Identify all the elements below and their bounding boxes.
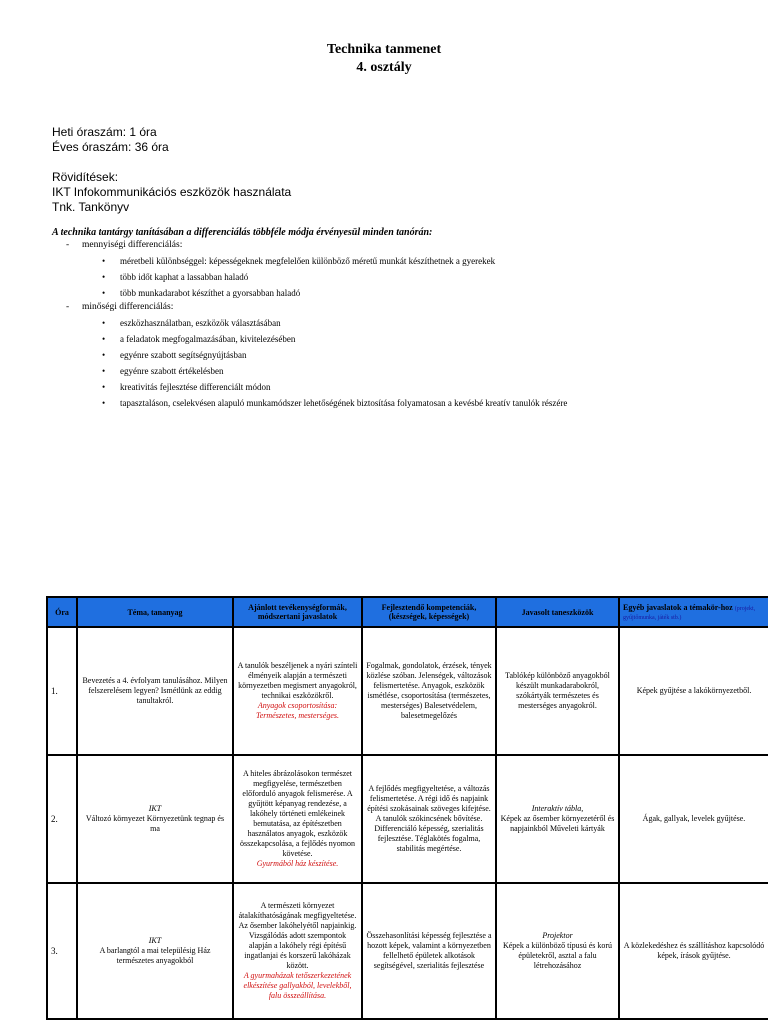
dash-item-quality: - minőségi differenciálás: [66,302,174,312]
abbreviation-tnk: Tnk. Tankönyv [52,200,130,214]
header-egyeb: Egyéb javaslatok a témakör-hoz (projekt, gyűjtőmunka, játék stb.) [619,597,768,627]
list-item: • a feladatok megfogalmazásában, kivitelezésében [102,334,296,344]
header-ora: Óra [47,597,77,627]
row-number: 3. [47,883,77,1019]
row-other: Képek gyűjtése a lakókörnyezetből. [619,627,768,755]
row-competencies: A fejlődés megfigyeltetése, a változás felismertetése. A régi idő és napjaink építési szokásainak szöveges kifejtése. A tanulók szókincsének bővítése. Differenciáló képesség, szerialitás fejlesztése. Téglakötés fogalma, stabilitás megértése. [362,755,496,883]
list-item: • több időt kaphat a lassabban haladó [102,272,249,282]
row-activities: A tanulók beszéljenek a nyári színteli élményeik alapján a természeti környezetben megismert anyagokról, technikai eszközökről. Anyagok csoportosítása: Természetes, mesterséges. [233,627,362,755]
bullet-icon: • [102,256,106,266]
document-title: Technika tanmenet [326,42,442,57]
list-item: • tapasztaláson, cselekvésen alapuló munkamódszer lehetőségének biztosítása folyamatosan a kevésbé kreatív tanulók részére [102,398,568,408]
list-item: • eszközhasználatban, eszközök választásában [102,318,281,328]
bullet-icon: • [102,350,106,360]
row-competencies: Fogalmak, gondolatok, érzések, tények közlése szóban. Jelenségek, változások felismertetése. Anyagok, eszközök ismétlése, csoportosítása (természetes, mesterséges) Balesetvédelem, balesetmegelőzés [362,627,496,755]
row-activities: A hiteles ábrázolásokon természet megfigyelése, természetben előforduló anyagok felismerése. A gyűjtött képanyag rendezése, a lakóhely történeti emlékeinek bemutatása, az építészetben használatos anyagok, eszközök összekapcsolása, a fejlődés nyomon követése. Gyurmából ház készítése. [233,755,362,883]
bullet-icon: • [102,272,106,282]
table-header-row [47,597,768,627]
bullet-icon: • [102,382,106,392]
row-number: 2. [47,755,77,883]
header-tema: Téma, tananyag [77,597,233,627]
differentiation-lead: A technika tantárgy tanításában a differenciálás többféle módja érvényesül minden tanórán: [52,227,433,238]
lesson-plan-table [46,596,768,1020]
weekly-hours: Heti óraszám: 1 óra [52,125,157,139]
document-subtitle: 4. osztály [356,60,412,75]
row-other: Ágak, gallyak, levelek gyűjtése. [619,755,768,883]
table-row [47,627,768,755]
abbreviation-ikt: IKT Infokommunikációs eszközök használata [52,185,292,199]
bullet-icon: • [102,288,106,298]
bullet-icon: • [102,366,106,376]
abbreviations-heading: Rövidítések: [52,170,119,184]
row-tools: Interaktív tábla, Képek az ősember környezetéről és napjainkból Műveleti kártyák [496,755,619,883]
row-topic: IKT Változó környezet Környezetünk tegnap és ma [77,755,233,883]
list-item: • több munkadarabot készíthet a gyorsabban haladó [102,288,301,298]
list-item: • kreativitás fejlesztése differenciált módon [102,382,271,392]
row-competencies: Összehasonlítási képesség fejlesztése a hozott képek, valamint a környezetben fellelhető épületek alkotások segítségével, szerialitás fejlesztése [362,883,496,1019]
bullet-icon: • [102,334,106,344]
list-item: • egyénre szabott értékelésben [102,366,224,376]
row-activities: A természeti környezet átalakíthatóságának megfigyeltetése. Az ősember lakóhelyétől napjainkig. Vizsgálódás adott szempontok alapján a lakóhely régi építésű ingatlanjai és korszerű lakóházak között. A gyurmaházak tetőszerkezetének elkészítése gallyakból, levelekből, falu összeállítása. [233,883,362,1019]
bullet-icon: • [102,318,106,328]
header-kompetencia: Fejlesztendő kompetenciák, (készségek, képességek) [362,597,496,627]
table-row [47,755,768,883]
row-topic: IKT A barlangtól a mai településig Ház természetes anyagokból [77,883,233,1019]
list-item: • méretbeli különbséggel: képességeknek megfelelően különböző méretű munkát készíthetnek a gyerekek [102,256,496,266]
list-item: • egyénre szabott segítségnyújtásban [102,350,247,360]
header-eszkoz: Javasolt taneszközök [496,597,619,627]
dash-item-quantity: - mennyiségi differenciálás: [66,240,183,250]
row-topic: Bevezetés a 4. évfolyam tanulásához. Milyen felszerelésem legyen? Ismétlünk az eddig tanultakról. [77,627,233,755]
header-javaslat: Ajánlott tevékenységformák, módszertani javaslatok [233,597,362,627]
table-row [47,883,768,1019]
yearly-hours: Éves óraszám: 36 óra [52,140,169,154]
row-other: A közlekedéshez és szállításhoz kapcsolódó képek, írások gyűjtése. [619,883,768,1019]
row-tools: Tablókép különböző anyagokból készült munkadarabokról, szókártyák természetes és mesterséges anyagokról. [496,627,619,755]
bullet-icon: • [102,398,106,408]
row-number: 1. [47,627,77,755]
row-tools: Projektor Képek a különböző típusú és korú épületekről, asztal a falu létrehozásához [496,883,619,1019]
